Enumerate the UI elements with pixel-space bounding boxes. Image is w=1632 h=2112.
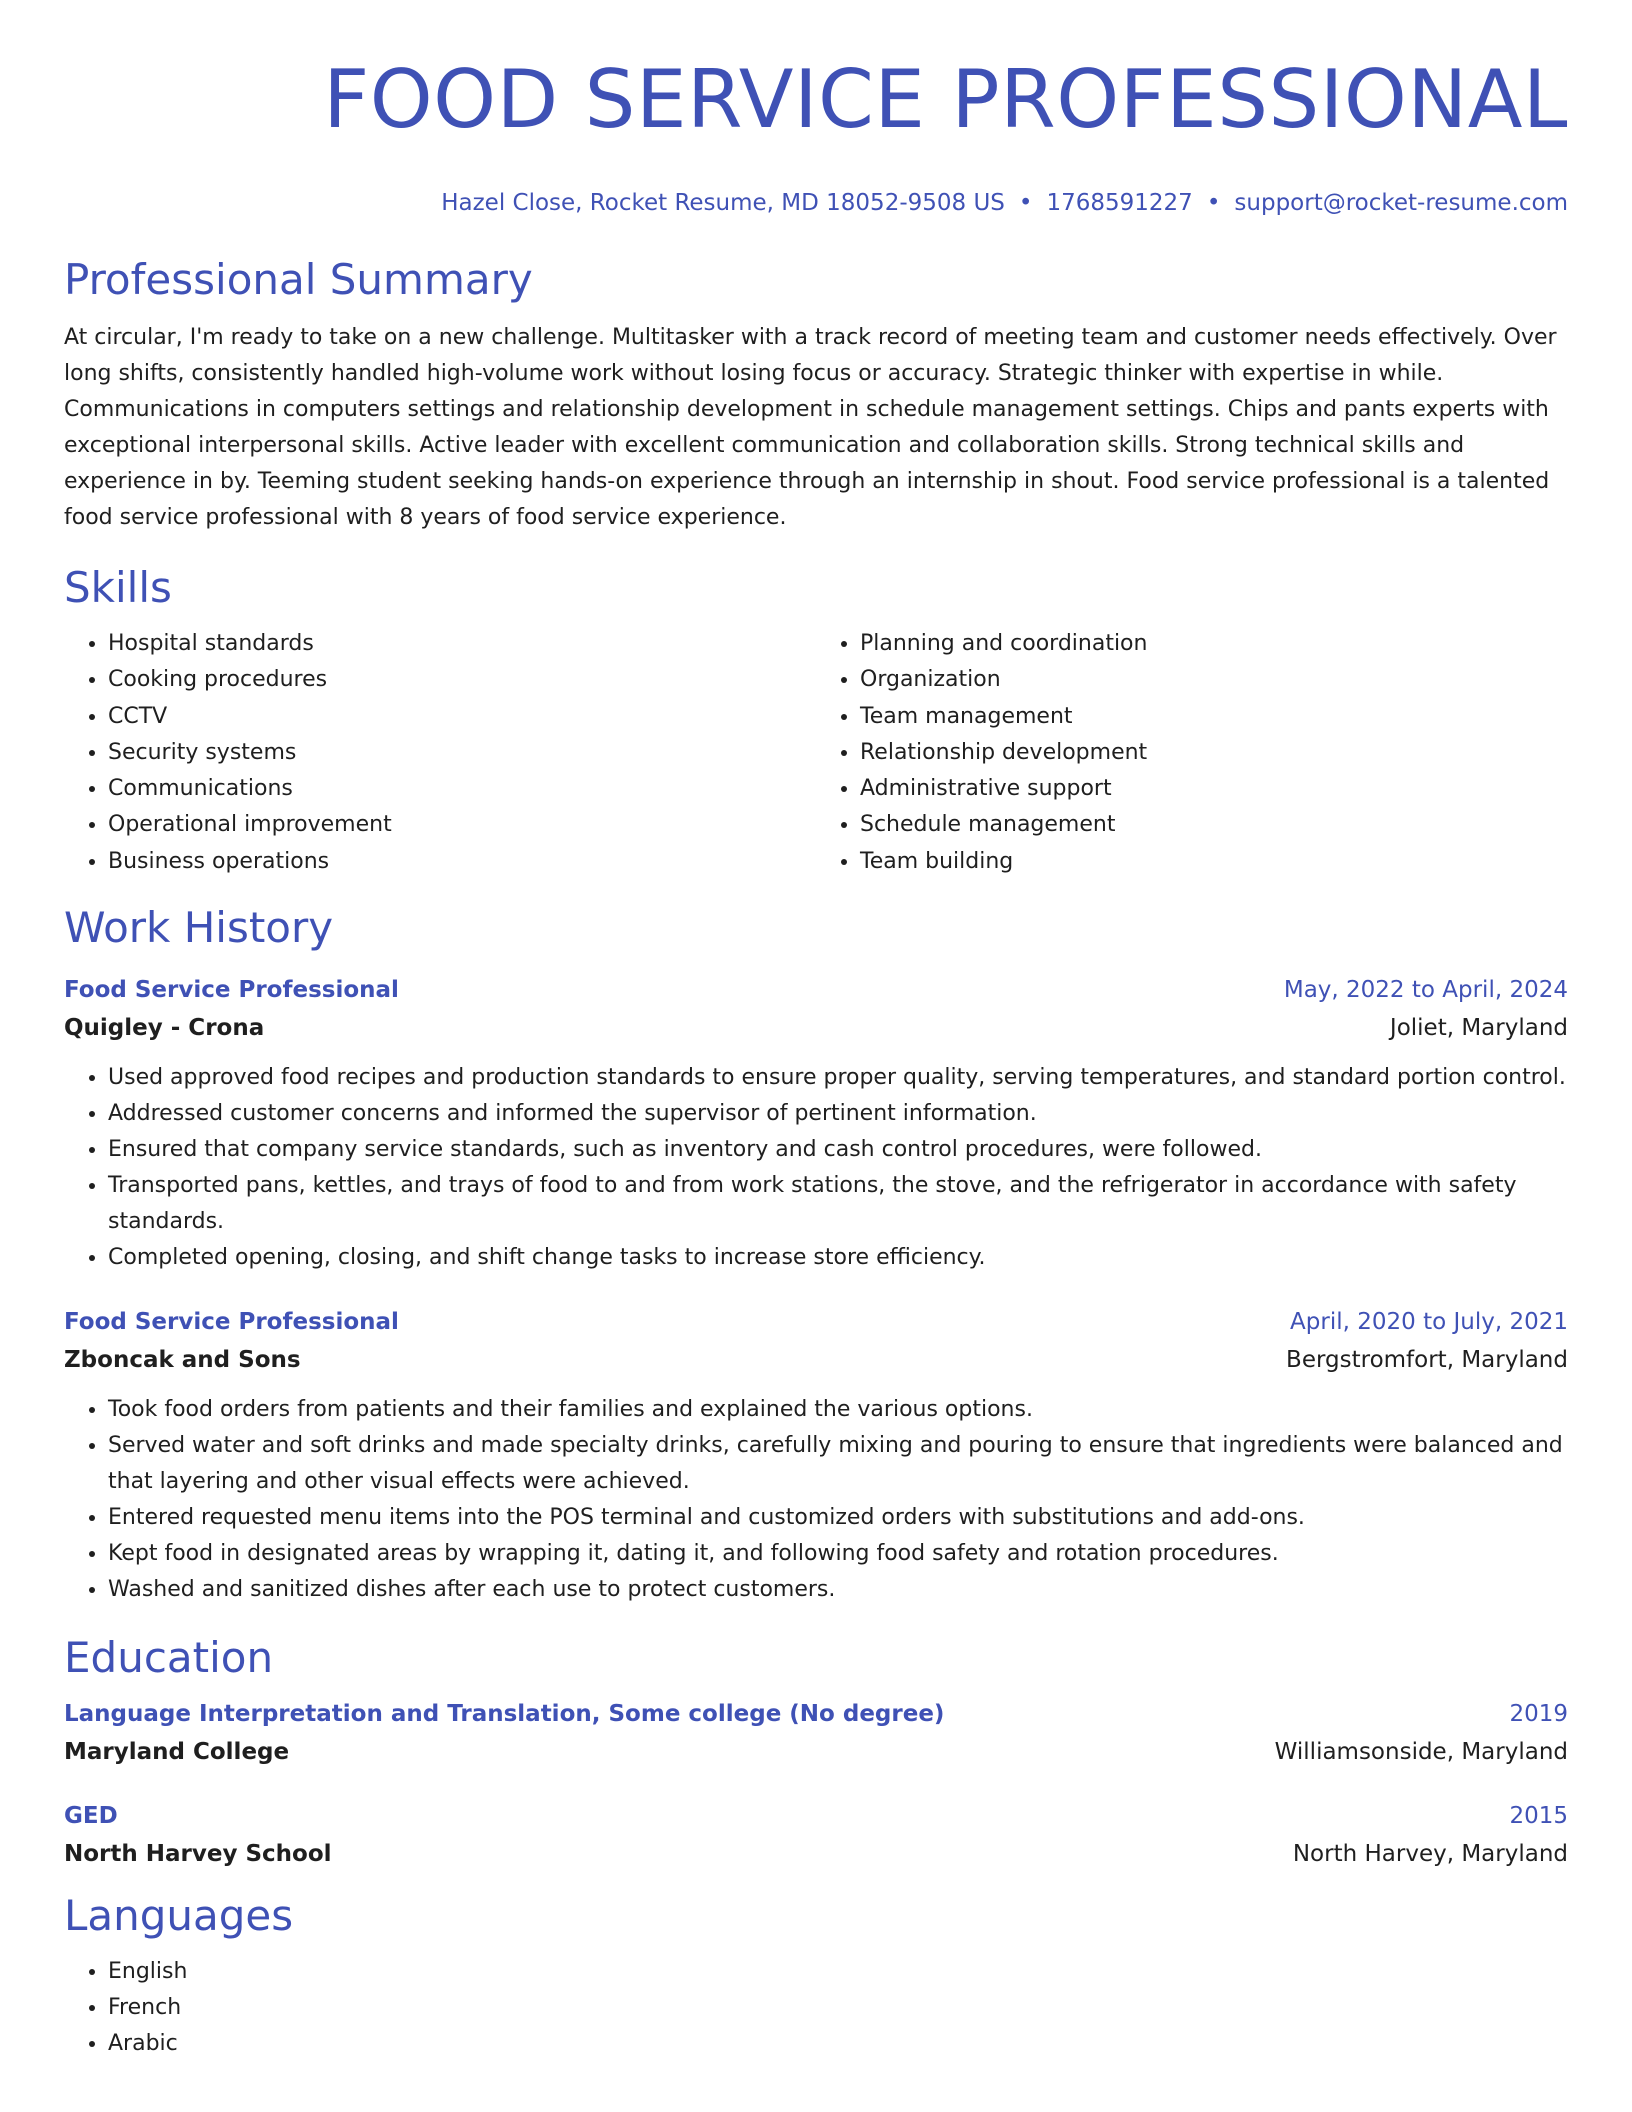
education-heading: Education [64, 1633, 274, 1683]
candidate-title: FOOD SERVICE PROFESSIONAL [323, 53, 1568, 146]
skill-item: • Hospital standards [108, 626, 816, 662]
skill-item: • CCTV [108, 699, 816, 735]
contact-separator: • [1206, 190, 1221, 216]
job-bullet: • Served water and soft drinks and made specialty drinks, carefully mixing and pouring to ensure that ingredients were balanced and that layering and other visual effects were achieved. [108, 1428, 1568, 1500]
skill-item: • Operational improvement [108, 807, 816, 843]
summary-heading: Professional Summary [64, 255, 533, 304]
education-location: Williamsonside, Maryland [1274, 1739, 1568, 1766]
language-item: • English [108, 1954, 1568, 1990]
languages-heading: Languages [64, 1891, 294, 1941]
skill-item: • Team management [860, 699, 1568, 735]
job-bullet: • Addressed customer concerns and informed the supervisor of pertinent information. [108, 1096, 1568, 1132]
contact-email[interactable]: support@rocket-resume.com [1234, 190, 1568, 216]
job-dates: May, 2022 to April, 2024 [1283, 977, 1568, 1004]
job-dates: April, 2020 to July, 2021 [1290, 1309, 1568, 1336]
job-location: Joliet, Maryland [1389, 1015, 1568, 1042]
education-entry [64, 1696, 1568, 1772]
skill-item: • Cooking procedures [108, 662, 816, 698]
job-bullet: • Used approved food recipes and production standards to ensure proper quality, serving temperatures, and standard portion control. [108, 1060, 1568, 1096]
job-employer: Zboncak and Sons [64, 1347, 301, 1374]
skill-item: • Security systems [108, 735, 816, 771]
education-school: North Harvey School [64, 1841, 332, 1868]
contact-phone[interactable]: 1768591227 [1046, 190, 1193, 216]
education-location: North Harvey, Maryland [1292, 1841, 1568, 1868]
skill-item: • Business operations [108, 844, 816, 880]
skill-item: • Schedule management [860, 807, 1568, 843]
job-bullet: • Completed opening, closing, and shift change tasks to increase store efficiency. [108, 1240, 1568, 1276]
resume-page [64, 0, 1568, 2062]
skills-heading: Skills [64, 563, 172, 612]
education-degree: GED [64, 1803, 118, 1830]
job-bullets [64, 1392, 1568, 1608]
education-school: Maryland College [64, 1739, 290, 1766]
resume-header [64, 0, 1568, 218]
job-role: Food Service Professional [64, 1309, 399, 1336]
job-employer: Quigley - Crona [64, 1015, 265, 1042]
skill-item: • Administrative support [860, 771, 1568, 807]
education-year: 2019 [1509, 1701, 1568, 1728]
contact-line [64, 188, 1568, 218]
skill-item: • Relationship development [860, 735, 1568, 771]
language-item: • French [108, 1990, 1568, 2026]
job-bullet: • Entered requested menu items into the POS terminal and customized orders with substitutions and add-ons. [108, 1500, 1568, 1536]
skill-item: • Team building [860, 844, 1568, 880]
job-bullet: • Ensured that company service standards, such as inventory and cash control procedures, were followed. [108, 1132, 1568, 1168]
skills-list [64, 626, 1568, 880]
job-bullet: • Washed and sanitized dishes after each use to protect customers. [108, 1572, 1568, 1608]
languages-list [64, 1954, 1568, 2062]
job-entry [64, 972, 1568, 1276]
summary-text: At circular, I'm ready to take on a new challenge. Multitasker with a track record of meeting team and customer needs effectively. Over long shifts, consistently handled high-volume work without losing focus or accuracy. Strategic thinker with expertise in while. Communications in computers settings and relationship development in schedule management settings. Chips and pants experts with exceptional interpersonal skills. Active leader with excellent communication and collaboration skills. Strong technical skills and experience in by. Teeming student seeking hands-on experience through an internship in shout. Food service professional is a talented food service professional with 8 years of food service experience. [64, 325, 1557, 530]
skill-item: • Communications [108, 771, 816, 807]
skills-right-column [816, 626, 1568, 880]
job-bullet: • Kept food in designated areas by wrapping it, dating it, and following food safety and rotation procedures. [108, 1536, 1568, 1572]
job-location: Bergstromfort, Maryland [1286, 1347, 1568, 1374]
job-bullets [64, 1060, 1568, 1276]
education-degree: Language Interpretation and Translation, Some college (No degree) [64, 1701, 945, 1728]
contact-separator: • [1018, 190, 1033, 216]
contact-address: Hazel Close, Rocket Resume, MD 18052-9508 US [441, 190, 1005, 216]
job-bullet: • Took food orders from patients and their families and explained the various options. [108, 1392, 1568, 1428]
language-item: • Arabic [108, 2026, 1568, 2062]
work-history-heading: Work History [64, 903, 334, 953]
skills-left-column [64, 626, 816, 880]
job-entry [64, 1304, 1568, 1608]
education-entry [64, 1798, 1568, 1874]
job-bullet: • Transported pans, kettles, and trays of food to and from work stations, the stove, and the refrigerator in accordance with safety standards. [108, 1168, 1568, 1240]
education-year: 2015 [1509, 1803, 1568, 1830]
skill-item: • Organization [860, 662, 1568, 698]
job-role: Food Service Professional [64, 977, 399, 1004]
skill-item: • Planning and coordination [860, 626, 1568, 662]
